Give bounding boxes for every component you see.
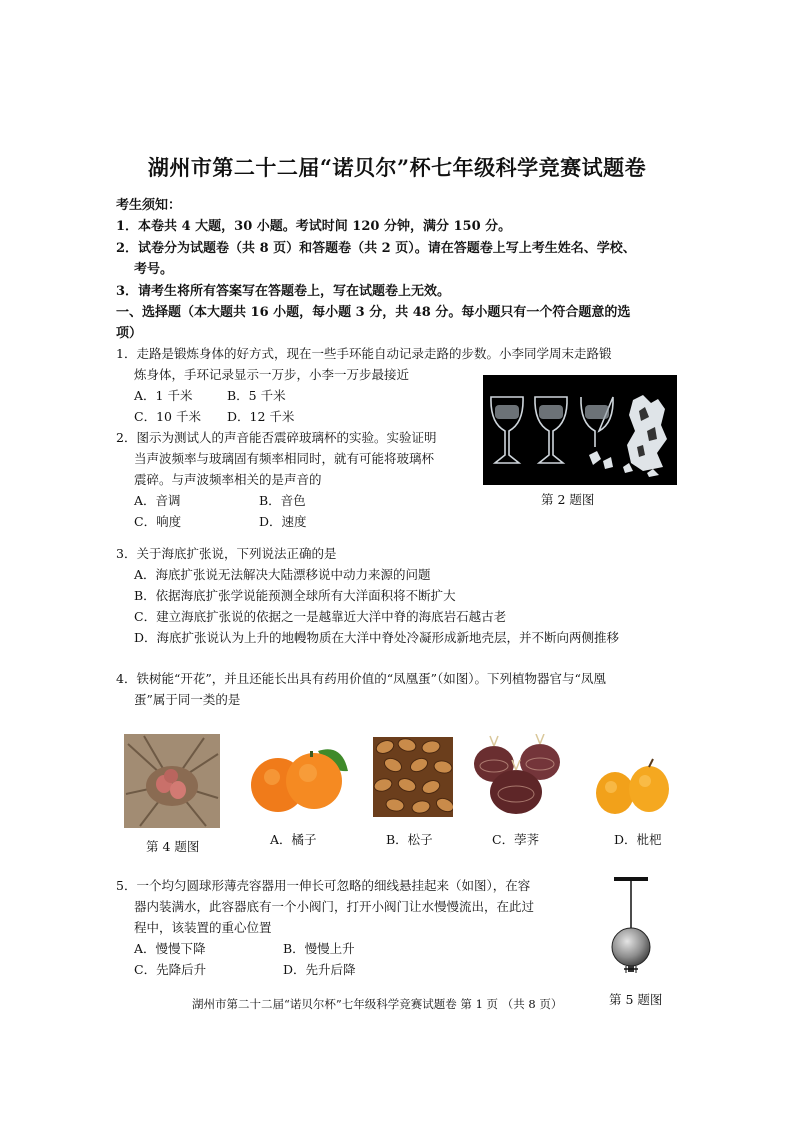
q4-option-d: D．枇杷 [614, 832, 662, 847]
q1-stem-cont: 炼身体，手环记录显示一万步，小李一万步最接近 [134, 367, 410, 382]
tangerine-image [248, 737, 352, 817]
q2-figure-caption: 第 2 题图 [541, 492, 595, 507]
notice-item-2-cont: 考号。 [134, 262, 174, 277]
q3-option-a: A．海底扩张说无法解决大陆漂移说中动力来源的问题 [134, 567, 431, 582]
notice-heading: 考生须知： [116, 198, 182, 213]
pine-nut-image [373, 737, 453, 817]
q3-option-b: B．依据海底扩张学说能预测全球所有大洋面积将不断扩大 [134, 588, 456, 603]
q2-option-d: D．速度 [259, 514, 307, 529]
page-footer: 湖州市第二十二届“诺贝尔杯”七年级科学竞赛试题卷 第 1 页 （共 8 页） [192, 997, 563, 1011]
q1-stem: 1．走路是锻炼身体的好方式，现在一些手环能自动记录走路的步数。小李同学周末走路锻 [116, 346, 612, 361]
section-heading-cont: 项） [116, 326, 143, 341]
q4-option-c: C．荸荠 [492, 832, 540, 847]
q5-stem-cont-2: 程中，该装置的重心位置 [134, 920, 272, 935]
q2-option-a: A．音调 [134, 493, 181, 508]
cycad-phoenix-egg-image [124, 734, 220, 828]
notice-item-3: 3．请考生将所有答案写在答题卷上，写在试题卷上无效。 [116, 284, 451, 299]
q5-stem-cont-1: 器内装满水，此容器底有一个小阀门，打开小阀门让水慢慢流出，在此过 [134, 899, 535, 914]
q1-option-b: B．5 千米 [227, 388, 286, 403]
glass-shatter-figure [483, 375, 677, 485]
q2-option-c: C．响度 [134, 514, 182, 529]
q4-figure-caption: 第 4 题图 [146, 839, 200, 854]
q2-stem-cont-1: 当声波频率与玻璃固有频率相同时，就有可能将玻璃杯 [134, 451, 435, 466]
q5-option-b: B．慢慢上升 [283, 941, 355, 956]
notice-item-1: 1．本卷共 4 大题，30 小题。考试时间 120 分钟，满分 150 分。 [116, 219, 512, 234]
q4-stem: 4．铁树能“开花”，并且还能长出具有药用价值的“凤凰蛋”（如图）。下列植物器官与“凤凰 [116, 671, 606, 686]
q4-option-a: A．橘子 [270, 832, 317, 847]
section-heading: 一、选择题（本大题共 16 小题，每小题 3 分，共 48 分。每小题只有一个符合题意的选 [116, 305, 631, 320]
q4-option-b: B．松子 [386, 832, 433, 847]
q2-stem-cont-2: 震碎。与声波频率相关的是声音的 [134, 472, 322, 487]
loquat-image [595, 755, 671, 819]
q1-option-d: D．12 千米 [227, 409, 295, 424]
q3-option-c: C．建立海底扩张说的依据之一是越靠近大洋中脊的海底岩石越古老 [134, 609, 507, 624]
q1-option-c: C．10 千米 [134, 409, 201, 424]
q2-stem: 2．图示为测试人的声音能否震碎玻璃杯的实验。实验证明 [116, 430, 437, 445]
notice-item-2: 2．试卷分为试题卷（共 8 页）和答题卷（共 2 页）。请在答题卷上写上考生姓名、学校、 [116, 241, 636, 256]
water-chestnut-image [470, 734, 564, 818]
q5-option-c: C．先降后升 [134, 962, 207, 977]
q4-stem-cont: 蛋”属于同一类的是 [134, 692, 241, 707]
q2-option-b: B．音色 [259, 493, 306, 508]
q5-option-a: A．慢慢下降 [134, 941, 206, 956]
q1-option-a: A．1 千米 [134, 388, 193, 403]
q5-stem: 5．一个均匀圆球形薄壳容器用一伸长可忽略的细线悬挂起来（如图），在容 [116, 878, 531, 893]
q3-stem: 3．关于海底扩张说，下列说法正确的是 [116, 546, 337, 561]
q5-figure-caption: 第 5 题图 [609, 992, 663, 1007]
q5-option-d: D．先升后降 [283, 962, 356, 977]
hanging-sphere-figure [606, 873, 656, 983]
q3-option-d: D．海底扩张说认为上升的地幔物质在大洋中脊处冷凝形成新地壳层，并不断向两侧推移 [134, 630, 620, 645]
page-title: 湖州市第二十二届“诺贝尔”杯七年级科学竞赛试题卷 [147, 155, 647, 180]
